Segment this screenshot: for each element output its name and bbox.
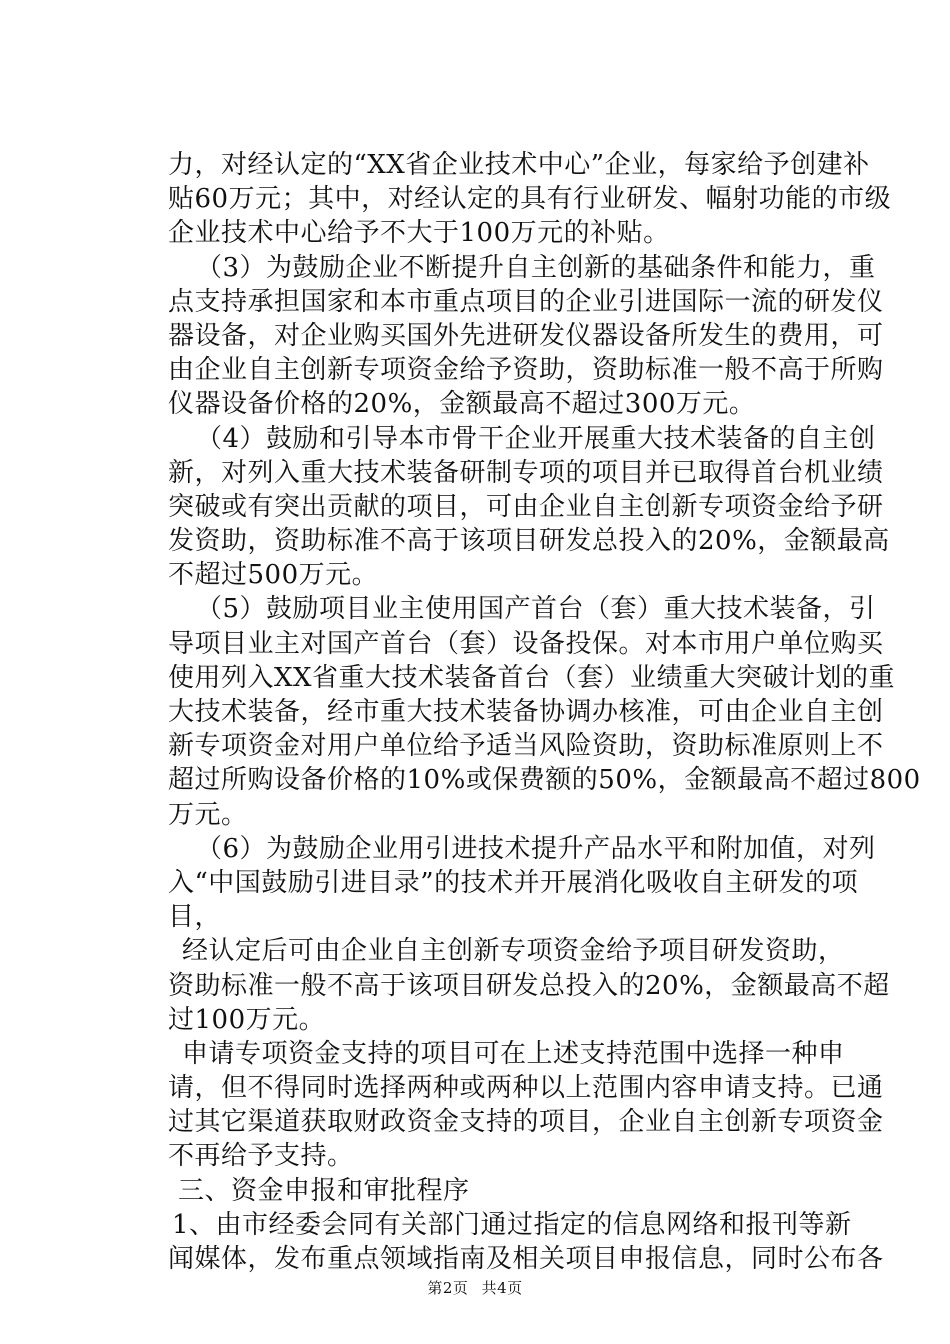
text-line: 贴60万元；其中，对经认定的具有行业研发、幅射功能的市级 bbox=[168, 184, 892, 215]
text-line: 器设备，对企业购买国外先进研发仪器设备所发生的费用，可 bbox=[168, 320, 884, 351]
text-line: 新专项资金对用户单位给予适当风险资助，资助标准原则上不 bbox=[168, 731, 884, 762]
text-line: 仪器设备价格的20%，金额最高不超过300万元。 bbox=[168, 389, 756, 420]
text-line: 由企业自主创新专项资金给予资助，资助标准一般不高于所购 bbox=[168, 355, 884, 386]
text-line: 企业技术中心给予不大于100万元的补贴。 bbox=[168, 218, 670, 249]
text-line: 万元。 bbox=[168, 799, 248, 830]
text-line: （6）为鼓励企业用引进技术提升产品水平和附加值，对列 bbox=[196, 833, 876, 864]
text-line: 入“中国鼓励引进目录”的技术并开展消化吸收自主研发的项 bbox=[168, 867, 859, 898]
text-line: 超过所购设备价格的10%或保费额的50%，金额最高不超过800 bbox=[168, 765, 921, 796]
text-line: 过100万元。 bbox=[168, 1004, 326, 1035]
text-line: 经认定后可由企业自主创新专项资金给予项目研发资助， bbox=[182, 936, 845, 967]
text-line: 发资助，资助标准不高于该项目研发总投入的20%，金额最高 bbox=[168, 526, 890, 557]
text-line: （4）鼓励和引导本市骨干企业开展重大技术装备的自主创 bbox=[196, 423, 876, 454]
text-line: 大技术装备，经市重大技术装备协调办核准，可由企业自主创 bbox=[168, 697, 884, 727]
text-line: 闻媒体，发布重点领域指南及相关项目申报信息，同时公布各 bbox=[168, 1244, 884, 1274]
text-line: 目， bbox=[168, 902, 222, 933]
text-line: 三、资金申报和审批程序 bbox=[178, 1175, 470, 1206]
text-line: 请，但不得同时选择两种或两种以上范围内容申请支持。已通 bbox=[168, 1073, 884, 1104]
page-number: 第2页 bbox=[427, 1279, 469, 1297]
text-line: 突破或有突出贡献的项目，可由企业自主创新专项资金给予研 bbox=[168, 491, 884, 522]
text-line: 力，对经认定的“XX省企业技术中心”企业，每家给予创建补 bbox=[168, 150, 870, 180]
page-total: 共4页 bbox=[481, 1279, 523, 1297]
text-line: （3）为鼓励企业不断提升自主创新的基础条件和能力，重 bbox=[196, 252, 876, 283]
text-line: 导项目业主对国产首台（套）设备投保。对本市用户单位购买 bbox=[168, 628, 884, 659]
text-line: 过其它渠道获取财政资金支持的项目，企业自主创新专项资金 bbox=[168, 1107, 884, 1138]
text-line: 资助标准一般不高于该项目研发总投入的20%，金额最高不超 bbox=[168, 970, 890, 1001]
page-footer bbox=[0, 1278, 950, 1298]
text-line: 使用列入XX省重大技术装备首台（套）业绩重大突破计划的重 bbox=[168, 662, 896, 693]
document-body bbox=[168, 148, 921, 1276]
text-line: （5）鼓励项目业主使用国产首台（套）重大技术装备，引 bbox=[196, 594, 876, 625]
text-line: 不再给予支持。 bbox=[168, 1141, 354, 1172]
text-line: 点支持承担国家和本市重点项目的企业引进国际一流的研发仪 bbox=[168, 286, 884, 317]
text-line: 申请专项资金支持的项目可在上述支持范围中选择一种申 bbox=[182, 1038, 845, 1069]
text-line: 不超过500万元。 bbox=[168, 560, 379, 591]
text-line: 1、由市经委会同有关部门通过指定的信息网络和报刊等新 bbox=[172, 1209, 852, 1240]
text-line: 新，对列入重大技术装备研制专项的项目并已取得首台机业绩 bbox=[168, 457, 884, 488]
